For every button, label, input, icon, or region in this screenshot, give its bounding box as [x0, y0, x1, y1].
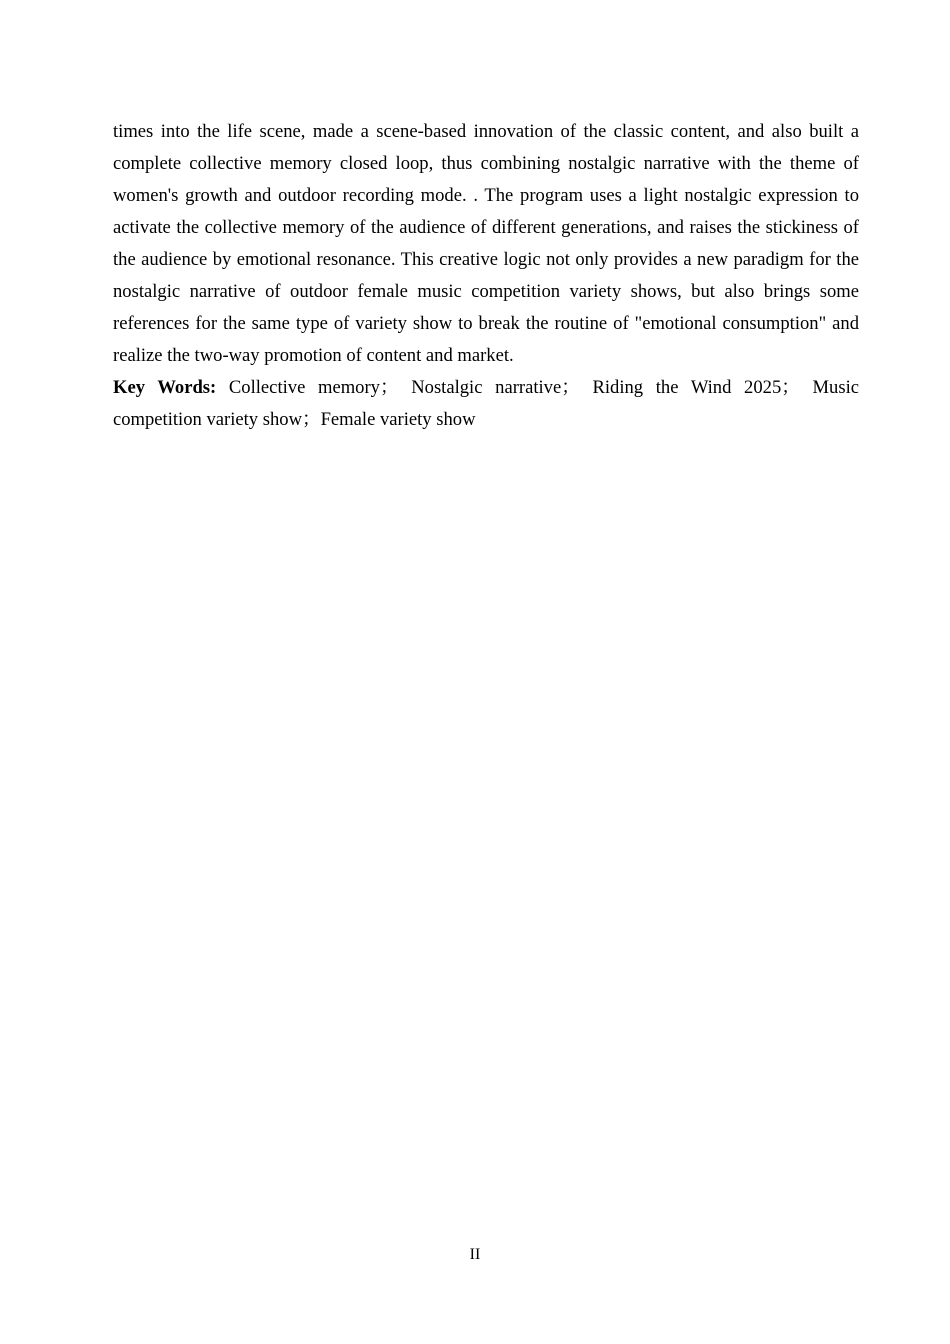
- keywords-text: Collective memory； Nostalgic narrative； Riding the Wind 2025； Music competition variety show；Female variety show: [113, 377, 859, 430]
- abstract-section: [113, 116, 859, 436]
- abstract-body: times into the life scene, made a scene-based innovation of the classic content, and also built a complete collective memory closed loop, thus combining nostalgic narrative with the theme of women's growth and outdoor recording mode. . The program uses a light nostalgic expression to activate the collective memory of the audience of different generations, and raises the stickiness of the audience by emotional resonance. This creative logic not only provides a new paradigm for the nostalgic narrative of outdoor female music competition variety shows, but also brings some references for the same type of variety show to break the routine of "emotional consumption" and realize the two-way promotion of content and market.: [113, 121, 859, 366]
- keywords-paragraph: [113, 372, 859, 436]
- keywords-label: Key Words:: [113, 377, 217, 398]
- page-number: II: [469, 1246, 481, 1263]
